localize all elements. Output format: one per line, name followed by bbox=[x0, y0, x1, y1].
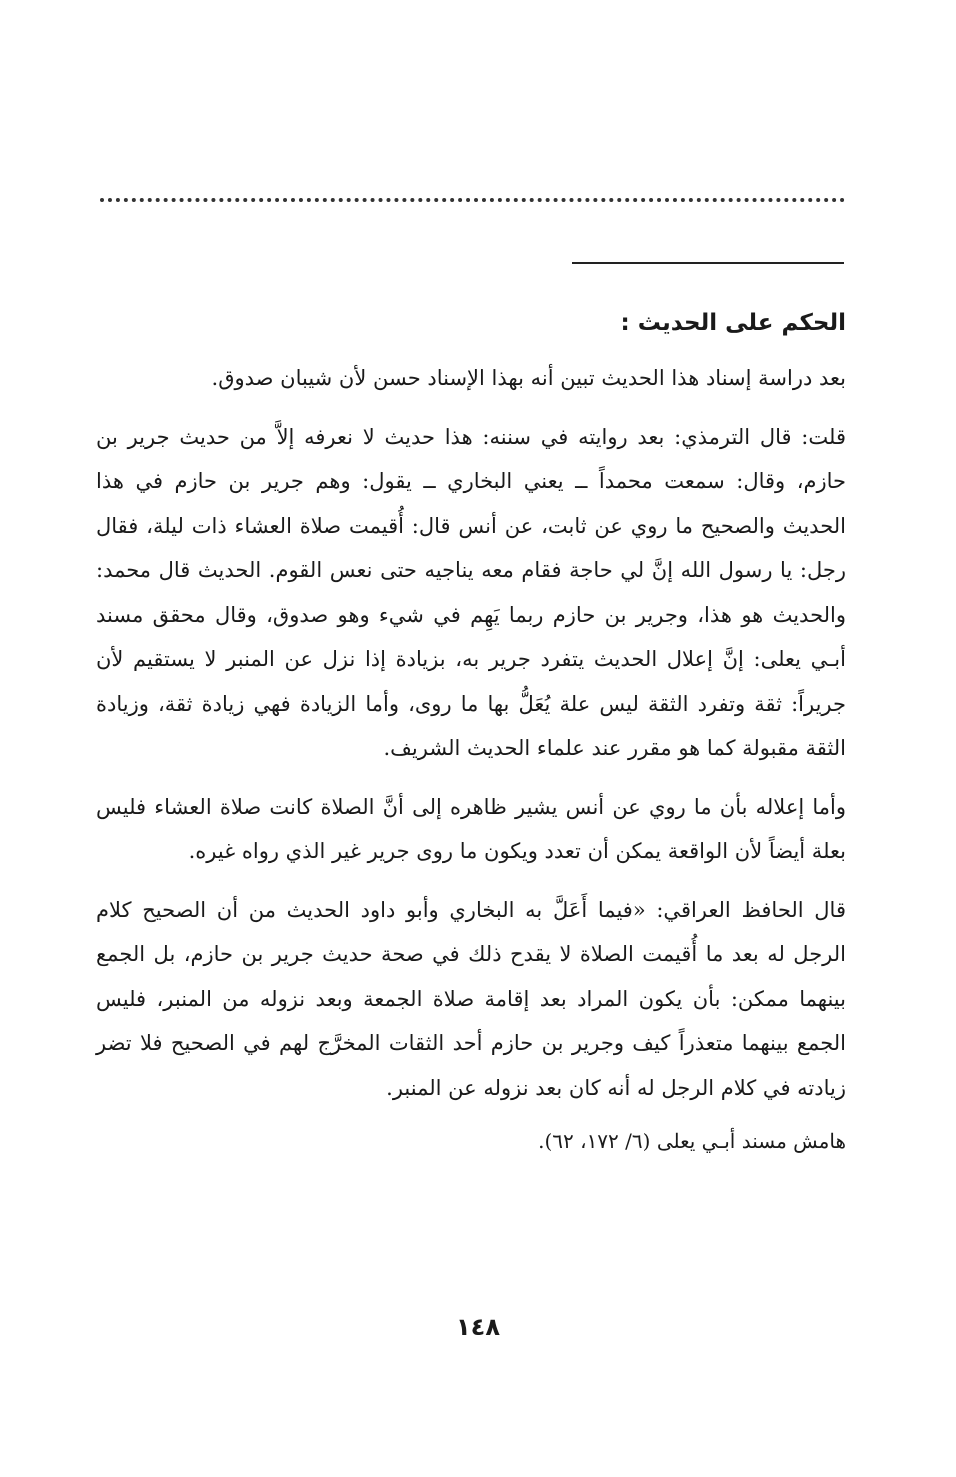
paragraph-tirmidhi: قلت: قال الترمذي: بعد روايته في سننه: هذا حديث لا نعرفه إلاَّ من حديث جرير بن حازم، وقال: سمعت محمداً ــ يعني البخاري ــ يقول: وهم جرير بن حازم في هذا الحديث والصحيح ما روي عن ثابت، عن أنس قال: أُقيمت صلاة العشاء ذات ليلة، فقال رجل: يا رسول الله إنَّ لي حاجة فقام معه يناجيه حتى نعس القوم. الحديث قال محمد: والحديث هو هذا، وجرير بن حازم ربما يَهِم في شيء وهو صدوق، وقال محقق مسند أبـي يعلى: إنَّ إعلال الحديث يتفرد جرير به، بزيادة إذا نزل عن المنبر لا يستقيم لأن جريراً: ثقة وتفرد الثقة ليس علة يُعَلُّ بها ما روى، وأما الزيادة فهي زيادة ثقة، وزيادة الثقة مقبولة كما هو مقرر عند علماء الحديث الشريف. bbox=[96, 424, 846, 760]
page-content bbox=[96, 300, 846, 1162]
short-rule-separator bbox=[572, 262, 844, 264]
dotted-separator bbox=[100, 198, 845, 202]
paragraph-illah: وأما إعلاله بأن ما روي عن أنس يشير ظاهره إلى أنَّ الصلاة كانت صلاة العشاء فليس بعلة أيضاً لأن الواقعة يمكن أن تعدد ويكون ما روى جرير غير الذي رواه غيره. bbox=[96, 794, 846, 863]
page-number: ١٤٨ bbox=[456, 1313, 500, 1341]
paragraph-intro: بعد دراسة إسناد هذا الحديث تبين أنه بهذا الإسناد حسن لأن شيبان صدوق. bbox=[211, 366, 846, 390]
paragraph-iraqi: قال الحافظ العراقي: «فيما أَعَلَّ به البخاري وأبو داود الحديث من أن الصحيح كلام الرجل له بعد ما أُقيمت الصلاة لا يقدح ذلك في صحة حديث جرير بن حازم، بل الجمع بينهما ممكن: بأن يكون المراد بعد إقامة صلاة الجمعة وبعد نزوله من المنبر، فليس الجمع بينهما متعذراً كيف وجرير بن حازم أحد الثقات المخرَّج لهم في الصحيح فلا تضر زيادته في كلام الرجل له أنه كان بعد نزوله عن المنبر. bbox=[96, 897, 846, 1100]
section-heading: الحكم على الحديث : bbox=[620, 310, 846, 336]
footnote: هامش مسند أبـي يعلى (٦/ ١٧٢، ٦٢). bbox=[538, 1129, 846, 1153]
